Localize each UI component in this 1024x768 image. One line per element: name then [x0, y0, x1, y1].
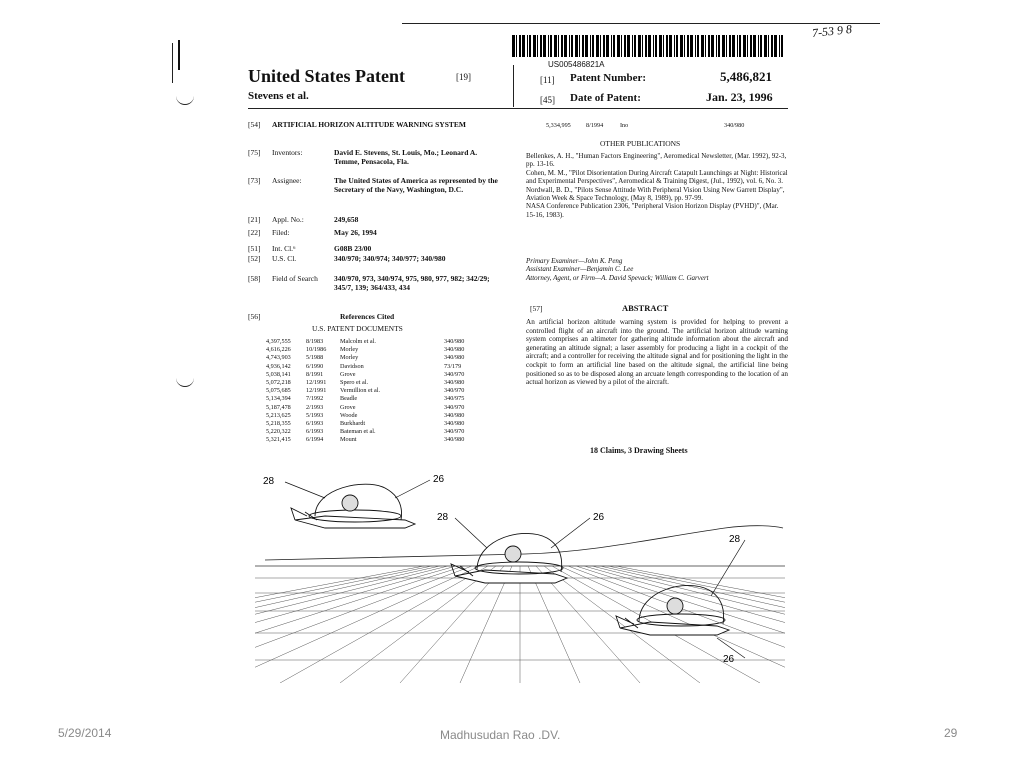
barcode-bar [718, 35, 720, 57]
ref-number: 4,936,142 [266, 362, 291, 370]
field-label: Inventors: [272, 148, 303, 157]
field-row [248, 274, 510, 292]
grid-line [255, 566, 480, 683]
reference-row [266, 412, 484, 420]
barcode-bar [575, 35, 578, 57]
barcode-bar [564, 35, 567, 57]
grid-line [400, 566, 504, 683]
scan-left-margin-mark [172, 43, 173, 83]
references-list [266, 338, 484, 445]
callout-28a: 28 [263, 476, 275, 487]
field-row [248, 215, 510, 224]
callout-28c: 28 [729, 534, 741, 545]
ref-date: 6/1993 [306, 420, 324, 428]
scan-edge-mark [178, 40, 180, 70]
barcode-bar [590, 35, 591, 57]
aircraft-1-pilot-helmet [342, 495, 358, 511]
field-label: Int. Cl.⁶ [272, 244, 296, 253]
grid-line [340, 566, 496, 683]
barcode-bar [750, 35, 752, 57]
ref-class: 340/975 [444, 395, 465, 403]
barcode-bar [569, 35, 570, 57]
patent-number-label: Patent Number: [570, 72, 647, 84]
barcode-bar [764, 35, 767, 57]
barcode-image [512, 35, 784, 57]
barcode-bar [739, 35, 741, 57]
field-code: [54] [248, 120, 261, 129]
barcode-bar [701, 35, 704, 57]
reference-row [266, 404, 484, 412]
field-value: 249,658 [334, 215, 359, 224]
patent-date-label: Date of Patent: [570, 92, 641, 104]
ref-name: Malcolm et al. [340, 338, 376, 345]
aircraft-2-pilot-helmet [505, 546, 521, 562]
field-value: 340/970, 973, 340/974, 975, 980, 977, 982; 342/29; 345/7, 139; 364/433, 434 [334, 274, 490, 292]
slide-date: 5/29/2014 [58, 726, 112, 740]
barcode-bar [561, 35, 563, 57]
barcode-bar [558, 35, 559, 57]
patent-number-value: 5,486,821 [720, 69, 772, 84]
field-code: [52] [248, 254, 261, 263]
ref-date: 5/1993 [306, 411, 324, 419]
ground-grid [255, 566, 785, 683]
header-rule [248, 108, 788, 109]
field-row [248, 120, 510, 129]
references-title: References Cited [340, 312, 395, 321]
abstract-code: [57] [530, 304, 543, 313]
barcode-bar [512, 35, 515, 57]
ref-name: Mount [340, 436, 357, 444]
ref-name: Burkhardt [340, 420, 366, 428]
barcode-bar [585, 35, 588, 57]
patent-number-code: [11] [540, 75, 555, 85]
ref-class: 340/970 [444, 403, 465, 411]
barcode-number: US005486821A [548, 60, 605, 69]
reference-row [266, 387, 484, 395]
barcode-bar [655, 35, 657, 57]
ref-class: 340/970 [444, 428, 465, 436]
ref-class: 340/970 [444, 387, 465, 395]
header-divider [513, 65, 514, 107]
barcode-bar [669, 35, 672, 57]
ref-date: 8/1991 [306, 370, 324, 378]
barcode-bar [760, 35, 762, 57]
field-code: [73] [248, 176, 261, 185]
claims-summary: 18 Claims, 3 Drawing Sheets [590, 446, 688, 455]
ref-name: Beadle [340, 395, 358, 403]
barcode-bar [687, 35, 689, 57]
barcode-bar [516, 35, 517, 57]
ref-class: 340/980 [444, 436, 465, 444]
callout-26b: 26 [593, 512, 605, 523]
barcode-bar [537, 35, 538, 57]
barcode-bar [642, 35, 643, 57]
field-code: [51] [248, 244, 261, 253]
ref-class: 73/179 [444, 362, 462, 370]
ref-name: Woode [340, 411, 358, 419]
barcode-bar [592, 35, 594, 57]
barcode-bar [548, 35, 549, 57]
barcode-bar [648, 35, 651, 57]
ref-name: Morley [340, 354, 359, 362]
barcode-bar [653, 35, 654, 57]
barcode-bar [600, 35, 601, 57]
ref-number: 5,213,625 [266, 411, 291, 419]
barcode-bar [529, 35, 531, 57]
barcode-bar [722, 35, 725, 57]
field-row [248, 228, 510, 237]
barcode-bar [627, 35, 630, 57]
ref-class: 340/970 [444, 370, 465, 378]
barcode-bar [571, 35, 573, 57]
slide-page-number: 29 [944, 726, 958, 740]
field-value: G08B 23/00 [334, 244, 372, 253]
field-label: Filed: [272, 228, 290, 237]
barcode-bar [684, 35, 685, 57]
slide-author: Madhusudan Rao .DV. [440, 728, 561, 742]
examiner-line: Assistant Examiner—Benjamin C. Lee [526, 265, 634, 274]
ref-date: 6/1990 [306, 362, 324, 370]
barcode-bar [716, 35, 717, 57]
ref-name: Vermillion et al. [340, 387, 381, 395]
ref-date: 8/1994 [586, 122, 604, 129]
ref-class: 340/980 [444, 379, 465, 387]
callout-26c: 26 [723, 654, 735, 665]
ref-number: 5,038,141 [266, 370, 291, 378]
barcode-bar [579, 35, 580, 57]
ref-number: 5,072,218 [266, 379, 291, 387]
publication-entry: Bellenkes, A. H., "Human Factors Engineering", Aeromedical Newsletter, (Mar. 1992), 92-3, pp. 13-16. [526, 152, 787, 169]
barcode-bar [519, 35, 521, 57]
other-publications-list [526, 152, 788, 219]
patent-date-value: Jan. 23, 1996 [706, 90, 773, 104]
ref-date: 5/1988 [306, 354, 324, 362]
callout-26a: 26 [433, 474, 445, 485]
barcode-bar [613, 35, 615, 57]
reference-row [266, 436, 484, 444]
barcode-bar [732, 35, 735, 57]
barcode-bar [729, 35, 731, 57]
aircraft-3-pilot-helmet [667, 598, 683, 614]
ref-number: 4,743,903 [266, 354, 291, 362]
barcode-bar [550, 35, 552, 57]
ref-number: 5,218,355 [266, 420, 291, 428]
ref-date: 8/1983 [306, 338, 324, 345]
ref-name: Grove [340, 403, 356, 411]
reference-row [266, 379, 484, 387]
reference-row [266, 338, 484, 346]
reference-row [266, 371, 484, 379]
barcode-bar [611, 35, 612, 57]
ref-name: Grove [340, 370, 356, 378]
field-label: Field of Search [272, 274, 318, 283]
ref-date: 7/1992 [306, 395, 324, 403]
leader-28b [455, 518, 487, 548]
barcode-bar [666, 35, 668, 57]
ref-date: 10/1986 [306, 346, 327, 354]
abstract-text: An artificial horizon altitude warning system is provided for helping to prevent a controlled flight of an aircraft into the ground. The artificial horizon altitude warning system comprises an altimeter for gathering altitude information about the aircraft and generating an altitude signal; a laser assembly for producing a light in a cockpit of the aircraft; and a controller for receiving the altitude signal and for positioning the light in the cockpit to form an artificial line based on the altitude signal, the artificial line being positioned so as to be disposed along an arcuate length corresponding to the location of an actual horizon as viewed by a pilot of the aircraft. [526, 318, 788, 387]
field-value: David E. Stevens, St. Louis, Mo.; Leonard A. Temme, Pensacola, Fla. [334, 148, 478, 166]
reference-row [266, 420, 484, 428]
ref-number: 4,616,226 [266, 346, 291, 354]
field-row [248, 176, 510, 194]
grid-line [536, 566, 640, 683]
barcode-bar [726, 35, 727, 57]
field-row [248, 244, 510, 253]
field-code: [75] [248, 148, 261, 157]
callout-28b: 28 [437, 512, 449, 523]
field-label: Assignee: [272, 176, 302, 185]
field-value: May 26, 1994 [334, 228, 377, 237]
leader-28c [711, 540, 745, 596]
barcode-bar [697, 35, 699, 57]
reference-row [266, 395, 484, 403]
ref-name: Ino [620, 122, 629, 129]
leader-26b [551, 518, 590, 548]
barcode-bar [603, 35, 605, 57]
barcode-bar [676, 35, 678, 57]
barcode-bar [596, 35, 599, 57]
ref-date: 12/1991 [306, 387, 327, 395]
barcode-bar [737, 35, 738, 57]
barcode-bar [768, 35, 769, 57]
ref-name: Bateman et al. [340, 428, 376, 436]
ref-date: 6/1994 [306, 436, 324, 444]
references-code: [56] [248, 312, 261, 321]
examiner-line: Attorney, Agent, or Firm—A. David Spevack; William C. Garvert [526, 273, 709, 282]
field-value: The United States of America as represented by the Secretary of the Navy, Washington, D.C. [334, 176, 498, 194]
barcode-bar [621, 35, 622, 57]
barcode-bar [779, 35, 780, 57]
publication-entry: Nordwall, B. D., "Pilots Sense Attitude With Peripheral Vision Using New Garrett Display", Aviation Week & Space Technology, (May 8, 1989), pp. 97-99. [526, 185, 785, 203]
grid-line [255, 566, 424, 683]
examiners-block [526, 257, 788, 282]
horizon-ridge [265, 526, 783, 560]
patent-date-code: [45] [540, 95, 555, 105]
ref-date: 12/1991 [306, 379, 327, 387]
ref-number: 5,187,478 [266, 403, 291, 411]
leader-28a [285, 482, 325, 498]
barcode-bar [771, 35, 773, 57]
ref-class: 340/980 [444, 420, 465, 428]
ref-class: 340/980 [444, 338, 465, 345]
barcode-bar [522, 35, 525, 57]
barcode-bar [634, 35, 636, 57]
leader-26a [395, 480, 430, 498]
right-top-reference [546, 122, 764, 130]
barcode-bar [695, 35, 696, 57]
barcode-bar [645, 35, 647, 57]
barcode-bar [606, 35, 609, 57]
barcode-bar [674, 35, 675, 57]
publication-entry: Cohen, M. M., "Pilot Disorientation During Aircraft Catapult Launchings at Night: Historical and Experimental Perspectives", Aeromedical & Training Digest, (Jul., 1992), vol. 6, No. 3. [526, 168, 788, 186]
us-docs-title: U.S. PATENT DOCUMENTS [312, 324, 403, 333]
barcode-bar [540, 35, 542, 57]
patent-inventor-short: Stevens et al. [248, 90, 309, 102]
field-row [248, 148, 510, 166]
field-label: U.S. Cl. [272, 254, 297, 263]
ref-number: 5,075,685 [266, 387, 291, 395]
reference-row [266, 363, 484, 371]
barcode-bar [680, 35, 683, 57]
barcode-bar [758, 35, 759, 57]
field-value: ARTIFICIAL HORIZON ALTITUDE WARNING SYSTEM [272, 120, 466, 129]
barcode-bar [711, 35, 714, 57]
patent-figure-drawing [255, 468, 785, 683]
barcode-bar [774, 35, 777, 57]
ref-number: 5,220,322 [266, 428, 291, 436]
barcode-bar [624, 35, 626, 57]
handwritten-note: 7-53 9 8 [811, 21, 853, 41]
ref-name: Spero et al. [340, 379, 369, 387]
figure-callouts [263, 474, 741, 665]
barcode-bar [708, 35, 710, 57]
grid-line [255, 566, 448, 683]
ref-date: 2/1993 [306, 403, 324, 411]
ref-number: 5,321,415 [266, 436, 291, 444]
barcode-bar [554, 35, 557, 57]
reference-row [266, 428, 484, 436]
ref-number: 4,397,555 [266, 338, 291, 345]
barcode-bar [527, 35, 528, 57]
barcode-bar [663, 35, 664, 57]
grid-line [460, 566, 512, 683]
grid-line [280, 566, 488, 683]
country-code: [19] [456, 72, 471, 82]
barcode-bar [582, 35, 584, 57]
field-code: [22] [248, 228, 261, 237]
ref-date: 6/1993 [306, 428, 324, 436]
ref-class: 340/980 [444, 411, 465, 419]
reference-row [266, 346, 484, 354]
ref-name: Morley [340, 346, 359, 354]
abstract-title: ABSTRACT [622, 303, 669, 313]
other-publications-title: OTHER PUBLICATIONS [600, 139, 681, 148]
ref-class: 340/980 [444, 354, 465, 362]
barcode-bar [632, 35, 633, 57]
barcode-bar [659, 35, 662, 57]
ref-number: 5,334,995 [546, 122, 571, 129]
barcode-bar [533, 35, 536, 57]
barcode-bar [638, 35, 641, 57]
barcode-bar [543, 35, 546, 57]
ref-class: 340/980 [724, 122, 745, 129]
ref-name: Davidson [340, 362, 364, 370]
ref-number: 5,134,394 [266, 395, 291, 403]
barcode-bar [705, 35, 706, 57]
grid-line [528, 566, 580, 683]
field-code: [58] [248, 274, 261, 283]
examiner-line: Primary Examiner—John K. Peng [526, 257, 623, 265]
field-label: Appl. No.: [272, 215, 304, 224]
patent-country-title: United States Patent [248, 66, 405, 86]
barcode-bar [747, 35, 748, 57]
field-code: [21] [248, 215, 261, 224]
barcode-bar [617, 35, 620, 57]
reference-row [266, 354, 484, 362]
barcode-bar [753, 35, 756, 57]
field-row [248, 254, 510, 263]
field-value: 340/970; 340/974; 340/977; 340/980 [334, 254, 446, 263]
barcode-bar [781, 35, 783, 57]
barcode-bar [743, 35, 746, 57]
grid-line [255, 566, 464, 683]
barcode-bar [690, 35, 693, 57]
ref-class: 340/980 [444, 346, 465, 354]
publication-entry: NASA Conference Publication 2306, "Peripheral Vision Horizon Display (PVHD)", (Mar. 15-16, 1983). [526, 202, 779, 219]
